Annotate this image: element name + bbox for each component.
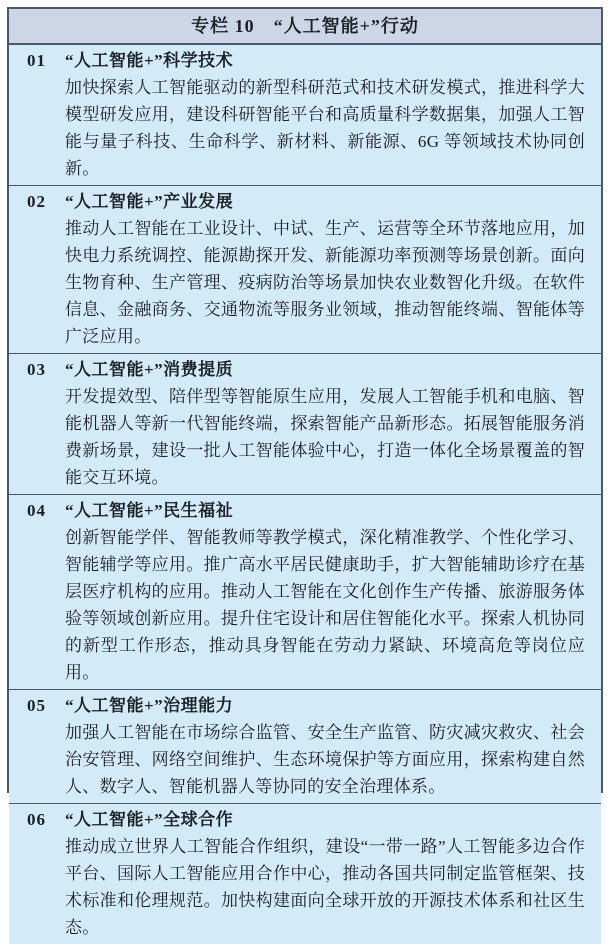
section-body: 创新智能学伴、智能教师等教学模式，深化精准教学、个性化学习、智能辅学等应用。推广高水平居民健康助手，扩大智能辅助诊疗在基层医疗机构的应用。推动人工智能在文化创作生产传播、旅游服务体验等领域创新应用。提升住宅设计和居住智能化水平。探索人机协同的新型工作形态，推动具身智能在劳动力紧缺、环境高危等岗位应用。 (65, 528, 585, 682)
section-body: 加强人工智能在市场综合监管、安全生产监管、防灾减灾救灾、社会治安管理、网络空间维护、生态环境保护等方面应用，探索构建自然人、数字人、智能机器人等协同的安全治理体系。 (65, 723, 585, 796)
section-number: 01 (27, 51, 46, 70)
section-body: 推动人工智能在工业设计、中试、生产、运营等全环节落地应用，加快电力系统调控、能源勘探开发、新能源功率预测等场景创新。面向生物育种、生产管理、疫病防治等场景加快农业数智化升级。在软件信息、金融商务、交通物流等服务业领域，推动智能终端、智能体等广泛应用。 (65, 219, 585, 346)
section-livelihood-welfare (9, 495, 601, 690)
section-title: “人工智能+”治理能力 (65, 696, 234, 715)
section-governance-capacity (9, 690, 601, 804)
section-industry-development (9, 186, 601, 354)
section-heading (27, 692, 585, 719)
section-number: 04 (27, 501, 46, 520)
panel-title: 专栏 10 “人工智能+”行动 (191, 16, 419, 36)
ai-plus-action-panel (7, 7, 603, 937)
section-heading (27, 806, 585, 833)
section-number: 06 (27, 810, 46, 829)
section-heading (27, 188, 585, 215)
section-science-technology (9, 45, 601, 186)
section-title: “人工智能+”民生福祉 (65, 501, 234, 520)
section-heading (27, 356, 585, 383)
section-number: 02 (27, 192, 46, 211)
section-number: 03 (27, 360, 46, 379)
section-global-cooperation (9, 804, 601, 944)
section-heading (27, 47, 585, 74)
section-title: “人工智能+”消费提质 (65, 360, 234, 379)
section-body: 推动成立世界人工智能合作组织，建设“一带一路”人工智能多边合作平台、国际人工智能应用合作中心，推动各国共同制定监管框架、技术标准和伦理规范。加快构建面向全球开放的开源技术体系和社区生态。 (65, 837, 585, 937)
section-heading (27, 497, 585, 524)
section-title: “人工智能+”产业发展 (65, 192, 234, 211)
panel-header (9, 9, 601, 45)
section-title: “人工智能+”科学技术 (65, 51, 234, 70)
section-number: 05 (27, 696, 46, 715)
section-consumption-upgrade (9, 354, 601, 495)
section-title: “人工智能+”全球合作 (65, 810, 234, 829)
section-body: 加快探索人工智能驱动的新型科研范式和技术研发模式，推进科学大模型研发应用，建设科研智能平台和高质量科学数据集，加强人工智能与量子科技、生命科学、新材料、新能源、6G 等领域技术协同创新。 (65, 78, 585, 178)
section-body: 开发提效型、陪伴型等智能原生应用，发展人工智能手机和电脑、智能机器人等新一代智能终端，探索智能产品新形态。拓展智能服务消费新场景，建设一批人工智能体验中心，打造一体化全场景覆盖的智能交互环境。 (65, 387, 585, 487)
